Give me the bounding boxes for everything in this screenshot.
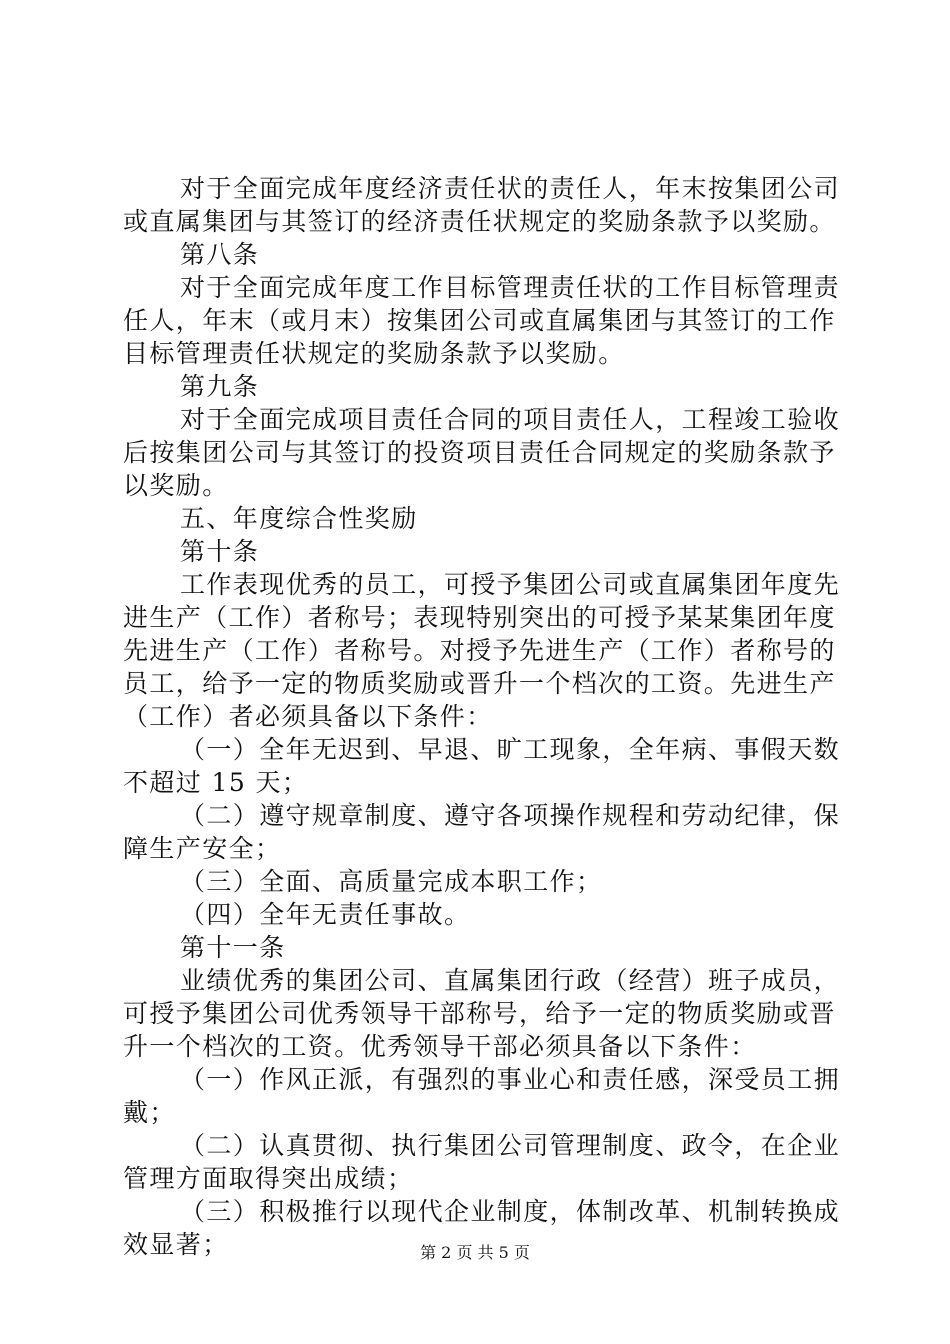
text-line: 第八条 xyxy=(180,240,260,269)
text-line: 五、年度综合性奖励 xyxy=(180,504,418,533)
text-line: 目标管理责任状规定的奖励条款予以奖励。 xyxy=(123,339,625,368)
text-line: 可授予集团公司优秀领导干部称号，给予一定的物质奖励或晋 xyxy=(123,999,836,1028)
text-line: （二）遵守规章制度、遵守各项操作规程和劳动纪律，保 xyxy=(180,801,841,830)
text-line: 升一个档次的工资。优秀领导干部必须具备以下条件： xyxy=(123,1032,757,1061)
text-line: 不超过 15 天； xyxy=(123,768,309,797)
text-line: 管理方面取得突出成绩； xyxy=(123,1164,414,1193)
text-line: 对于全面完成年度工作目标管理责任状的工作目标管理责 xyxy=(180,273,841,302)
text-line: 第九条 xyxy=(180,372,260,401)
page-footer: 第 2 页 共 5 页 xyxy=(420,1243,530,1262)
text-line: 对于全面完成项目责任合同的项目责任人，工程竣工验收 xyxy=(180,405,841,434)
text-line: 任人，年末（或月末）按集团公司或直属集团与其签订的工作 xyxy=(123,306,836,335)
text-line: 以奖励。 xyxy=(123,471,229,500)
text-line: （一）作风正派，有强烈的事业心和责任感，深受员工拥 xyxy=(180,1065,841,1094)
text-line: 或直属集团与其签订的经济责任状规定的奖励条款予以奖励。 xyxy=(123,207,836,236)
text-line: （一）全年无迟到、早退、旷工现象，全年病、事假天数 xyxy=(180,735,841,764)
text-line: （三）积极推行以现代企业制度，体制改革、机制转换成 xyxy=(180,1197,841,1226)
text-line: 进生产（工作）者称号；表现特别突出的可授予某某集团年度 xyxy=(123,603,836,632)
text-line: 效显著； xyxy=(123,1230,229,1259)
document-body xyxy=(123,172,841,1261)
text-line: 先进生产（工作）者称号。对授予先进生产（工作）者称号的 xyxy=(123,636,836,665)
text-line: （三）全面、高质量完成本职工作； xyxy=(180,867,603,896)
text-line: 障生产安全； xyxy=(123,834,282,863)
text-line: 戴； xyxy=(123,1098,176,1127)
text-line: 后按集团公司与其签订的投资项目责任合同规定的奖励条款予 xyxy=(123,438,836,467)
text-line: 业绩优秀的集团公司、直属集团行政（经营）班子成员， xyxy=(180,966,841,995)
text-line: 第十一条 xyxy=(180,933,286,962)
text-line: 员工，给予一定的物质奖励或晋升一个档次的工资。先进生产 xyxy=(123,669,836,698)
text-line: （四）全年无责任事故。 xyxy=(180,900,471,929)
text-line: （二）认真贯彻、执行集团公司管理制度、政令，在企业 xyxy=(180,1131,841,1160)
text-line: 工作表现优秀的员工，可授予集团公司或直属集团年度先 xyxy=(180,570,841,599)
text-line: 第十条 xyxy=(180,537,260,566)
text-line: （工作）者必须具备以下条件： xyxy=(123,702,493,731)
text-line: 对于全面完成年度经济责任状的责任人，年末按集团公司 xyxy=(180,174,841,203)
